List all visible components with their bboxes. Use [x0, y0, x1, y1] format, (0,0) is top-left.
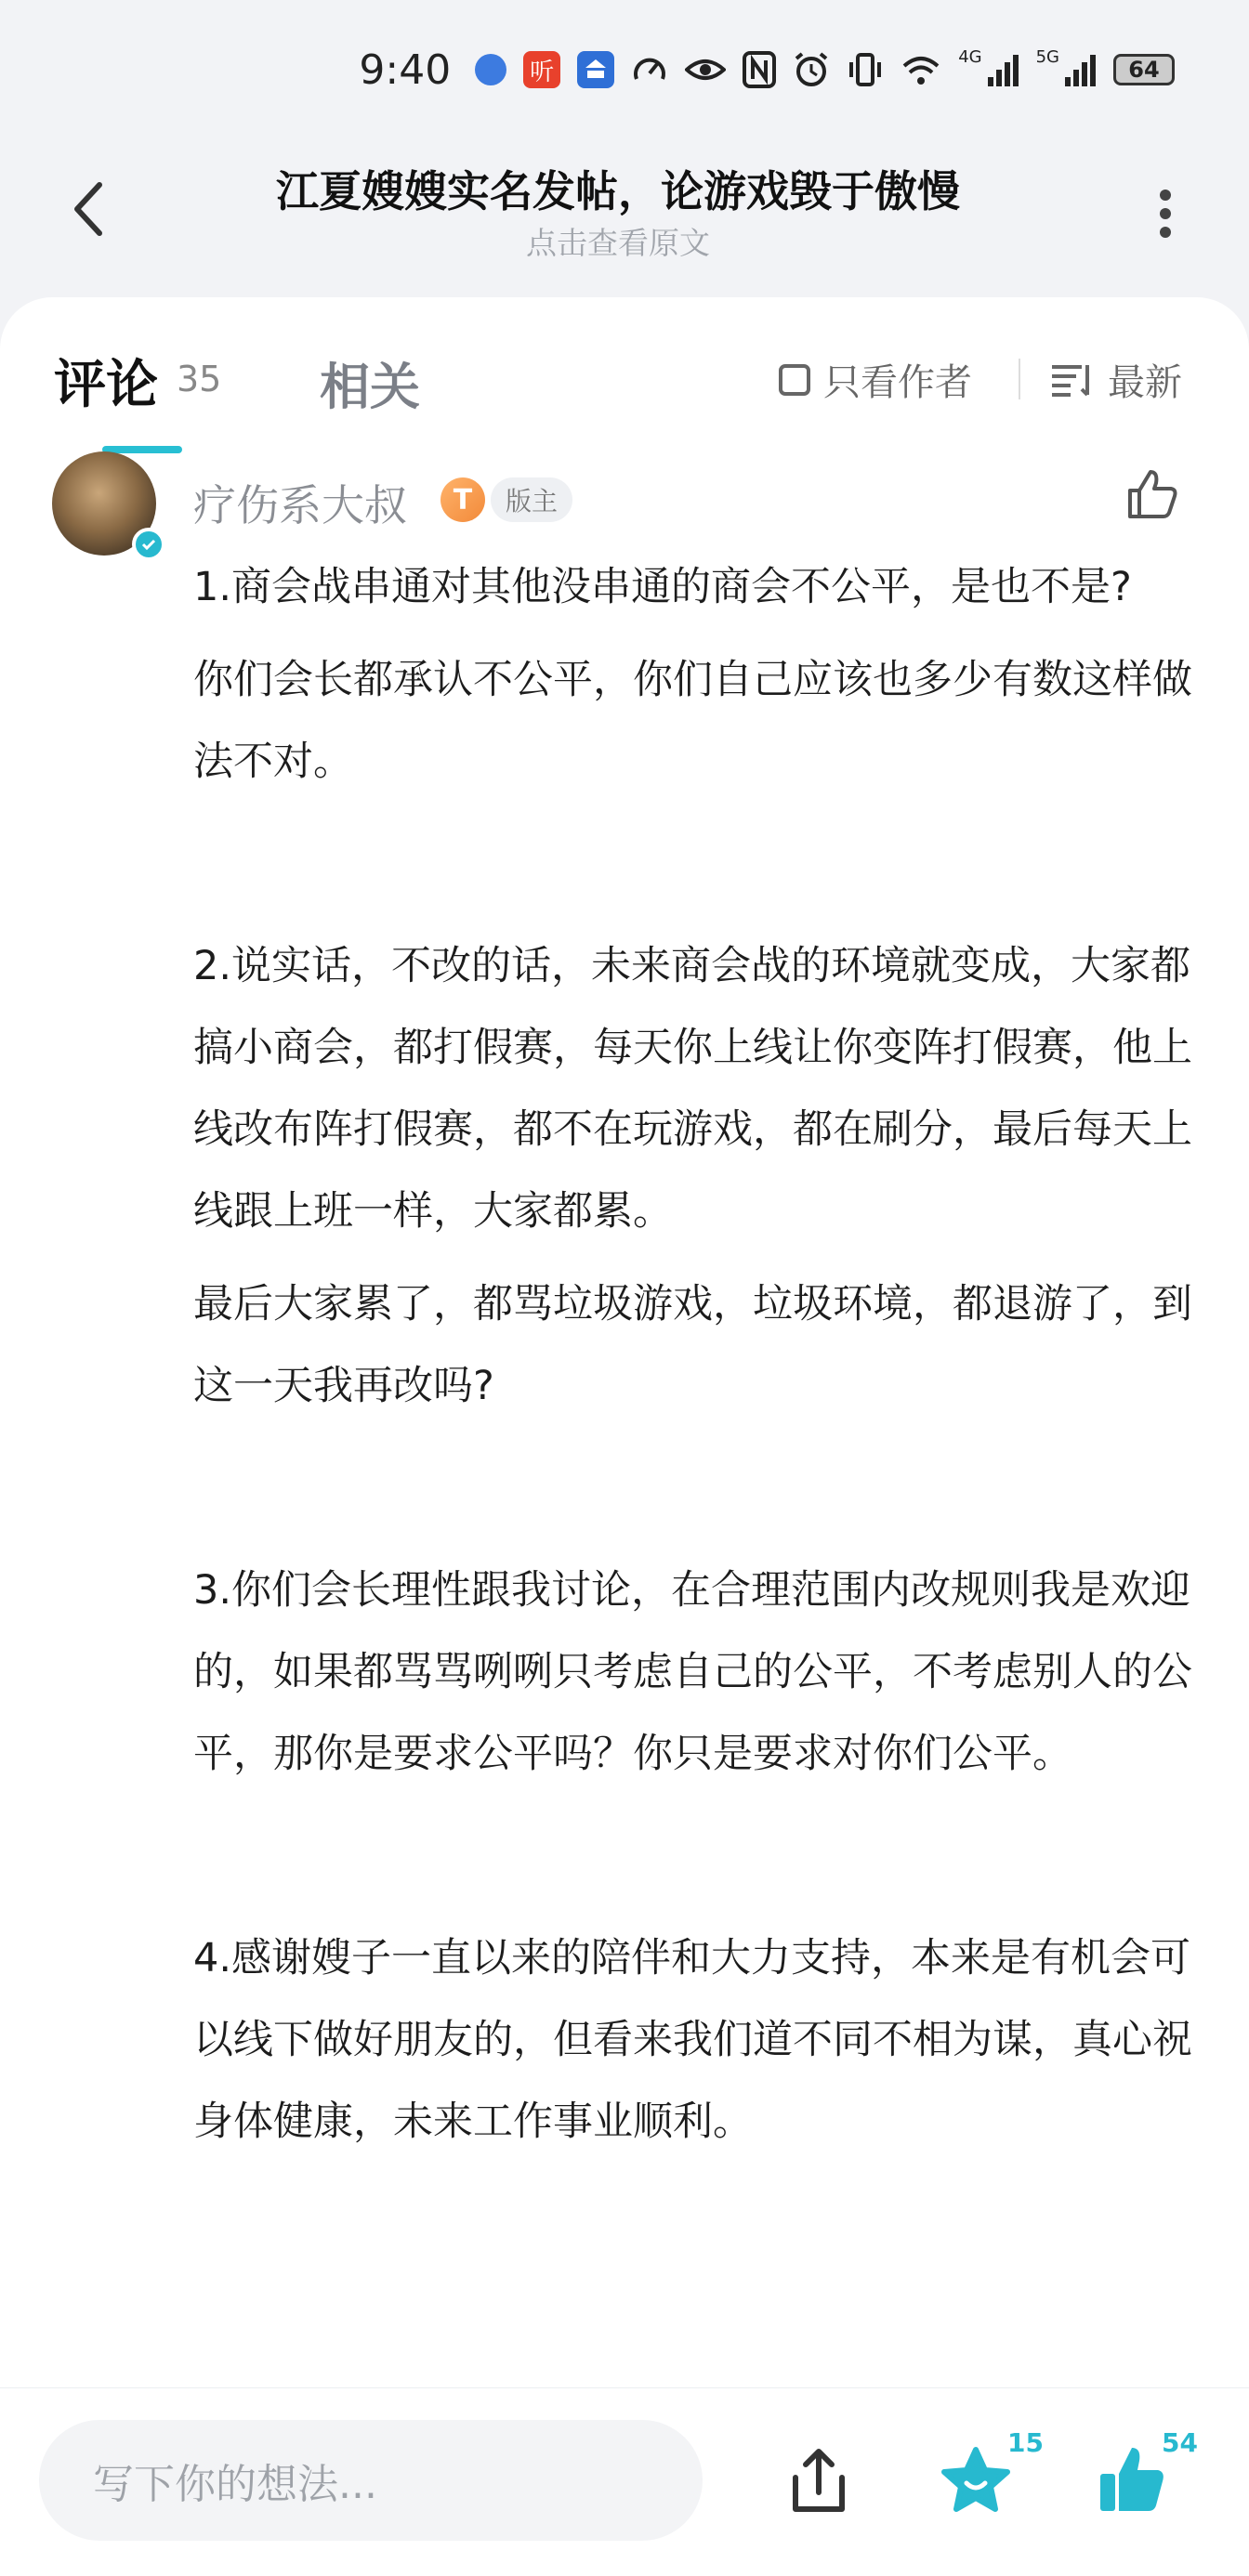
- network-type-2: 5G: [1035, 46, 1059, 67]
- view-original-link[interactable]: 点击查看原文: [526, 225, 710, 261]
- share-button[interactable]: [782, 2444, 855, 2518]
- comment-username[interactable]: 疗伤系大叔: [193, 480, 407, 530]
- comment-paragraph: 2.说实话，不改的话，未来商会战的环境就变成，大家都搞小商会，都打假赛，每天你上线让你变阵打假赛，他上线改布阵打假赛，都不在玩游戏，都在刷分，最后每天上线跟上班一样，大家都累。: [193, 943, 1192, 1235]
- alarm-icon: [793, 51, 830, 88]
- comment-body: [193, 546, 1206, 2163]
- bank-app-icon: [577, 51, 614, 88]
- comments-card: [0, 297, 1249, 2387]
- battery-indicator: 64: [1113, 54, 1175, 85]
- author-only-toggle[interactable]: [779, 353, 972, 406]
- star-icon: [939, 2444, 1013, 2518]
- comment-input[interactable]: 写下你的想法...: [39, 2420, 703, 2541]
- more-vertical-icon: [1158, 186, 1173, 242]
- page-title: 江夏嫂嫂实名发帖，论游戏毁于傲慢: [276, 166, 960, 216]
- listen-app-icon: 听: [523, 51, 560, 88]
- favorite-count: 15: [1007, 2427, 1044, 2458]
- tab-related[interactable]: 相关: [320, 358, 420, 416]
- nfc-icon: [743, 51, 776, 88]
- comment-paragraph: 最后大家累了，都骂垃圾游戏，垃圾环境，都退游了，到这一天我再改吗?: [193, 1281, 1192, 1409]
- bottom-action-bar: [0, 2387, 1249, 2576]
- tab-comments[interactable]: 评论: [54, 355, 158, 415]
- sort-button[interactable]: [1050, 353, 1182, 406]
- share-icon: [782, 2444, 855, 2518]
- page-header: [0, 139, 1249, 297]
- back-button[interactable]: [56, 177, 121, 242]
- role-badge: 版主: [491, 477, 572, 522]
- eye-icon: [685, 51, 726, 88]
- comment-tabs: [0, 297, 1249, 446]
- like-count: 54: [1162, 2427, 1198, 2458]
- sort-icon: [1050, 361, 1095, 399]
- comment-like-button[interactable]: [1123, 464, 1182, 524]
- sort-label: 最新: [1108, 361, 1182, 404]
- signal-icon: [986, 51, 1019, 88]
- wifi-icon: [901, 51, 941, 88]
- more-options-button[interactable]: [1137, 177, 1193, 251]
- speedometer-icon: [631, 51, 668, 88]
- thumbs-up-icon: [1123, 464, 1182, 524]
- comment-paragraph: 1.商会战串通对其他没串通的商会不公平，是也不是?: [193, 564, 1132, 610]
- status-time: 9:40: [359, 46, 452, 94]
- author-only-label: 只看作者: [823, 361, 972, 404]
- favorite-button[interactable]: [939, 2444, 1013, 2518]
- divider: [1019, 359, 1020, 399]
- comment-paragraph: 你们会长都承认不公平，你们自己应该也多少有数这样做法不对。: [193, 657, 1192, 785]
- chevron-left-icon: [70, 179, 107, 239]
- comments-count: 35: [177, 359, 222, 399]
- network-type-1: 4G: [958, 46, 982, 67]
- verified-icon: [132, 528, 165, 561]
- signal-icon-2: [1063, 51, 1097, 88]
- vibrate-icon: [847, 51, 884, 88]
- checkbox-icon: [779, 364, 810, 396]
- post-like-button[interactable]: [1095, 2442, 1169, 2517]
- comment-paragraph: 3.你们会长理性跟我讨论，在合理范围内改规则我是欢迎的，如果都骂骂咧咧只考虑自己的公平，不考虑别人的公平，那你是要求公平吗？你只是要求对你们公平。: [193, 1567, 1192, 1777]
- comment-paragraph: 4.感谢嫂子一直以来的陪伴和大力支持，本来是有机会可以线下做好朋友的，但看来我们道不同不相为谋，真心祝身体健康，未来工作事业顺利。: [193, 1935, 1192, 2145]
- status-bar: [0, 0, 1249, 139]
- level-badge: T: [440, 477, 485, 522]
- browser-app-icon: [475, 54, 506, 85]
- thumbs-up-filled-icon: [1095, 2442, 1169, 2517]
